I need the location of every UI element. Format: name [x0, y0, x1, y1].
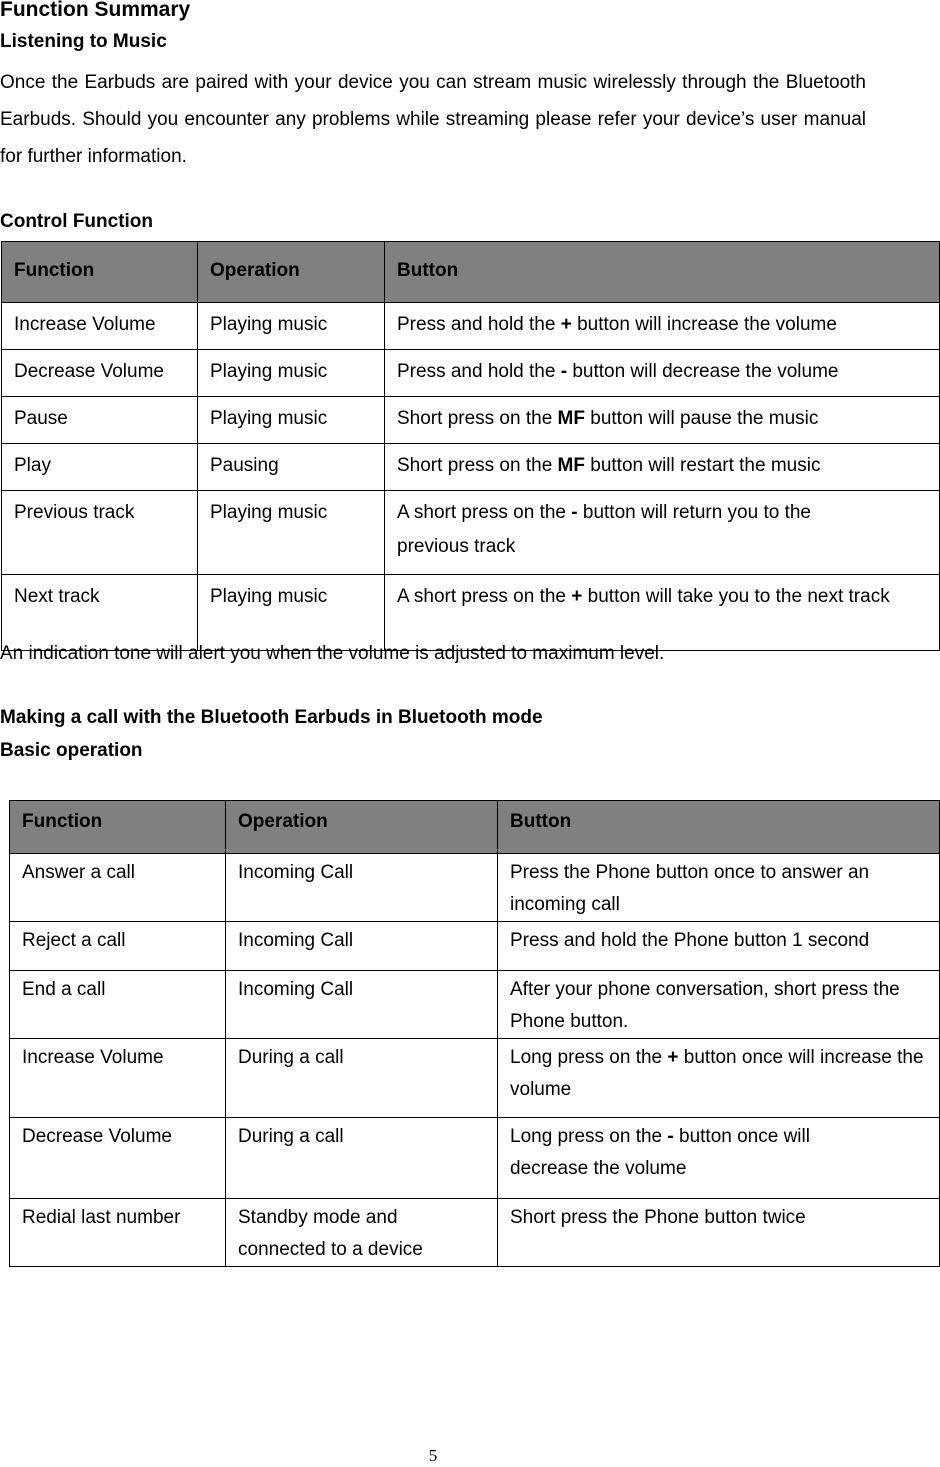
cell-function: Next track	[2, 575, 198, 651]
cell-operation: Incoming Call	[226, 922, 498, 971]
table-row	[2, 350, 940, 397]
cell-button: Short press on the MF button will restart the music	[385, 444, 940, 491]
cell-button: Press and hold the Phone button 1 second	[498, 922, 940, 971]
cell-button: Press the Phone button once to answer an incoming call	[498, 854, 940, 922]
header-operation: Operation	[226, 801, 498, 854]
table-row	[2, 397, 940, 444]
table-row	[10, 1039, 940, 1118]
page-number: 5	[428, 1446, 438, 1465]
cell-operation: Pausing	[198, 444, 385, 491]
cell-operation: Playing music	[198, 491, 385, 575]
table-row	[2, 303, 940, 350]
table-row	[10, 922, 940, 971]
cell-function: Decrease Volume	[2, 350, 198, 397]
intro-paragraph: Once the Earbuds are paired with your device you can stream music wirelessly through the Bluetooth Earbuds. Should you encounter any problems while streaming please refer your device’s user manual for further information.	[0, 72, 866, 167]
cell-button: Press and hold the - button will decrease the volume	[385, 350, 940, 397]
page-title: Function Summary	[0, 0, 191, 21]
cell-function: Decrease Volume	[10, 1118, 226, 1199]
header-function: Function	[2, 242, 198, 303]
table-row	[10, 971, 940, 1039]
cell-function: Increase Volume	[2, 303, 198, 350]
table-header-row	[2, 242, 940, 303]
cell-operation: Incoming Call	[226, 854, 498, 922]
header-operation: Operation	[198, 242, 385, 303]
cell-button: Short press on the MF button will pause the music	[385, 397, 940, 444]
table-row	[2, 444, 940, 491]
cell-operation: Playing music	[198, 350, 385, 397]
volume-note: An indication tone will alert you when the volume is adjusted to maximum level.	[0, 643, 665, 664]
section-title-control: Control Function	[0, 211, 154, 232]
section-title-listening: Listening to Music	[0, 31, 167, 52]
cell-operation: During a call	[226, 1118, 498, 1199]
cell-button: Short press the Phone button twice	[498, 1199, 940, 1267]
table-row	[10, 1199, 940, 1267]
cell-function: End a call	[10, 971, 226, 1039]
table-row	[10, 854, 940, 922]
cell-operation: Playing music	[198, 575, 385, 651]
cell-function: Answer a call	[10, 854, 226, 922]
section-title-basic: Basic operation	[0, 740, 143, 761]
cell-function: Increase Volume	[10, 1039, 226, 1118]
basic-operation-table	[9, 800, 940, 1267]
cell-button: A short press on the - button will return you to the previous track	[385, 491, 940, 575]
cell-operation: Playing music	[198, 397, 385, 444]
cell-function: Play	[2, 444, 198, 491]
cell-button: Press and hold the + button will increase the volume	[385, 303, 940, 350]
section-title-call: Making a call with the Bluetooth Earbuds in Bluetooth mode	[0, 707, 543, 728]
cell-function: Pause	[2, 397, 198, 444]
cell-button: A short press on the + button will take you to the next track	[385, 575, 940, 651]
cell-operation: During a call	[226, 1039, 498, 1118]
cell-function: Redial last number	[10, 1199, 226, 1267]
cell-operation: Playing music	[198, 303, 385, 350]
table-header-row	[10, 801, 940, 854]
cell-function: Reject a call	[10, 922, 226, 971]
table-row	[2, 575, 940, 651]
cell-button: After your phone conversation, short press the Phone button.	[498, 971, 940, 1039]
header-button: Button	[385, 242, 940, 303]
control-function-table	[1, 241, 940, 651]
table-row	[2, 491, 940, 575]
cell-operation: Incoming Call	[226, 971, 498, 1039]
header-button: Button	[498, 801, 940, 854]
cell-function: Previous track	[2, 491, 198, 575]
cell-button: Long press on the - button once will decrease the volume	[498, 1118, 940, 1199]
cell-button: Long press on the + button once will increase the volume	[498, 1039, 940, 1118]
table-row	[10, 1118, 940, 1199]
cell-operation: Standby mode and connected to a device	[226, 1199, 498, 1267]
header-function: Function	[10, 801, 226, 854]
